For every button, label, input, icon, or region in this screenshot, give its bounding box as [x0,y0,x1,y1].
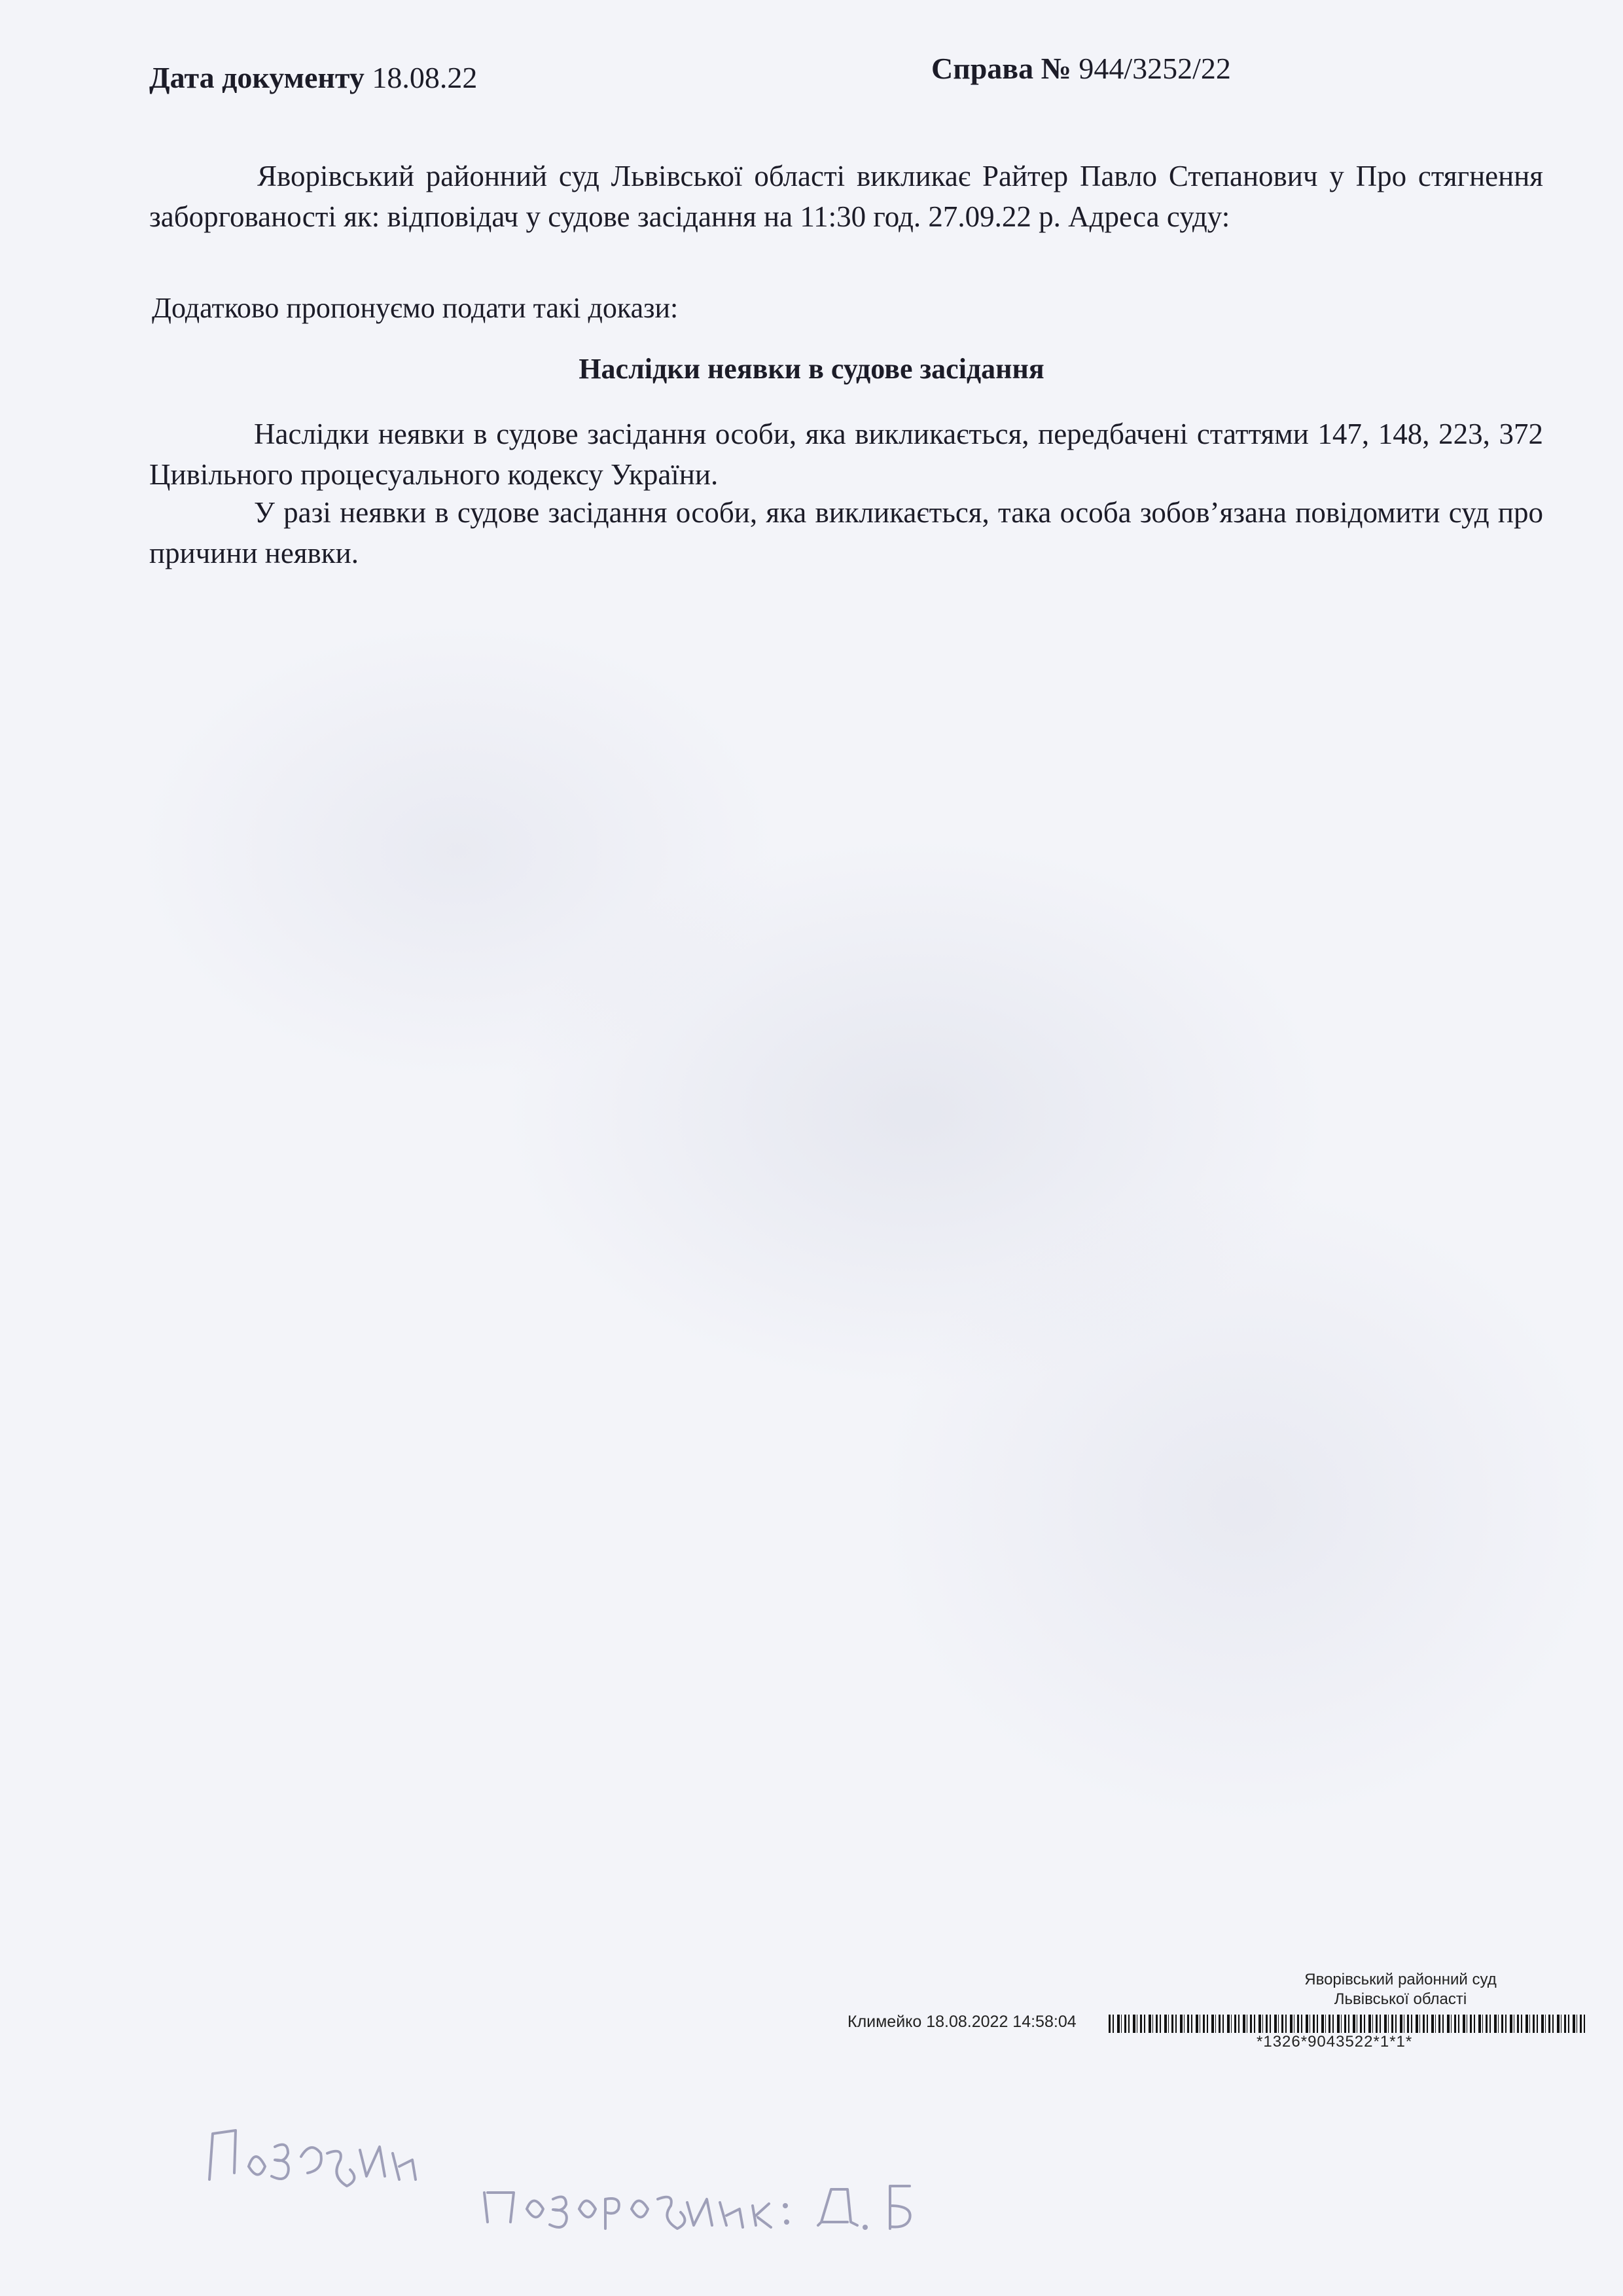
notification-paragraph: У разі неявки в судове засідання особи, яка викликається, така особа зобов’язана повідомити суд про причини неявки. [149,496,1543,569]
case-number [931,51,1231,86]
document-date-value: 18.08.22 [372,61,478,94]
case-number-value: 944/3252/22 [1079,52,1231,85]
document-date [149,60,477,95]
document-date-label: Дата документу [149,61,365,94]
barcode-text: *1326*9043522*1*1* [1257,2033,1413,2051]
case-number-label: Справа № [931,52,1071,85]
registrar-timestamp: Климейко 18.08.2022 14:58:04 [847,2013,1077,2031]
court-stamp [1230,1970,1571,2009]
handwritten-signature [196,2094,1113,2265]
court-name-line: Яворівський районний суд [1304,1971,1497,1988]
court-region-line: Львівської області [1334,1990,1467,2008]
consequences-paragraph: Наслідки неявки в судове засідання особи, яка викликається, передбачені статтями 147, 148, 223, 372 Цивільного процесуального кодексу України. [149,418,1543,491]
summons-paragraph: Яворівський районний суд Львівської області викликає Райтер Павло Степанович у Про стягнення заборгованості як: відповідач у судове засідання на 11:30 год. 27.09.22 р. Адреса суду: [149,160,1543,233]
barcode [1109,2015,1586,2033]
evidence-paragraph: Додатково пропонуємо подати такі докази: [152,292,679,324]
section-heading: Наслідки неявки в судове засідання [579,353,1044,385]
